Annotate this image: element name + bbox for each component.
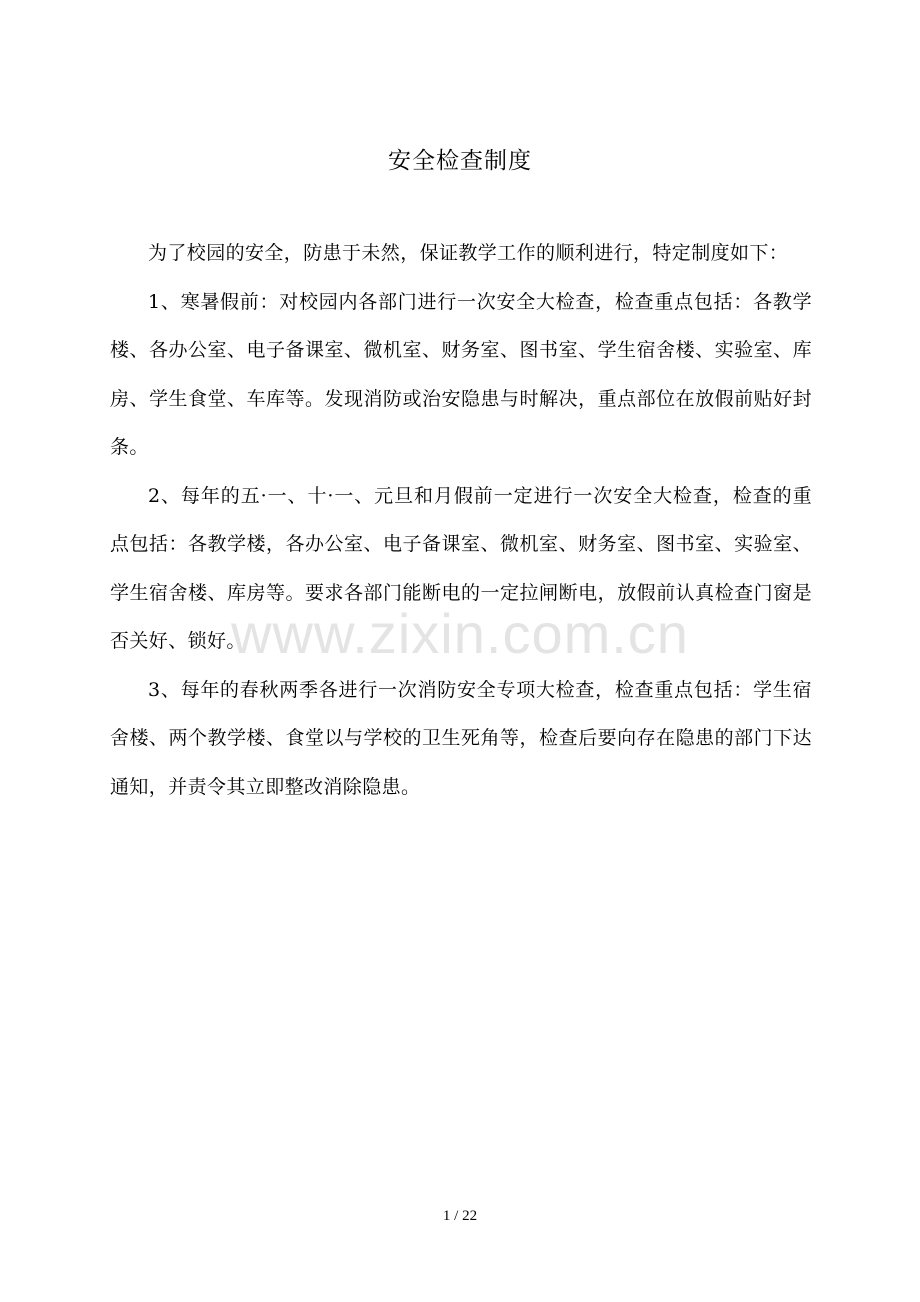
watermark-text: www.zixin.com.cn — [231, 602, 689, 665]
intro-paragraph: 为了校园的安全，防患于未然，保证教学工作的顺利进行，特定制度如下： — [148, 242, 789, 264]
rule-3-paragraph: 3、每年的春秋两季各进行一次消防安全专项大检查，检查重点包括：学生宿舍楼、两个教学楼、食堂以与学校的卫生死角等，检查后要向存在隐患的部门下达通知，并责令其立即整改消除隐患。 — [110, 678, 812, 798]
rule-2-paragraph: 2、每年的五·一、十·一、元旦和月假前一定进行一次安全大检查，检查的重点包括：各教学楼，各办公室、电子备课室、微机室、财务室、图书室、实验室、学生宿舍楼、库房等。要求各部门能断电的一定拉闸断电，放假前认真检查门窗是否关好、锁好。 — [110, 484, 812, 652]
page-number: 1 / 22 — [442, 1208, 478, 1224]
rule-1-paragraph: 1、寒暑假前：对校园内各部门进行一次安全大检查，检查重点包括：各教学楼、各办公室、电子备课室、微机室、财务室、图书室、学生宿舍楼、实验室、库房、学生食堂、车库等。发现消防或治安隐患与时解决，重点部位在放假前贴好封条。 — [110, 290, 812, 458]
document-title: 安全检查制度 — [388, 148, 532, 174]
document-body — [110, 229, 812, 811]
